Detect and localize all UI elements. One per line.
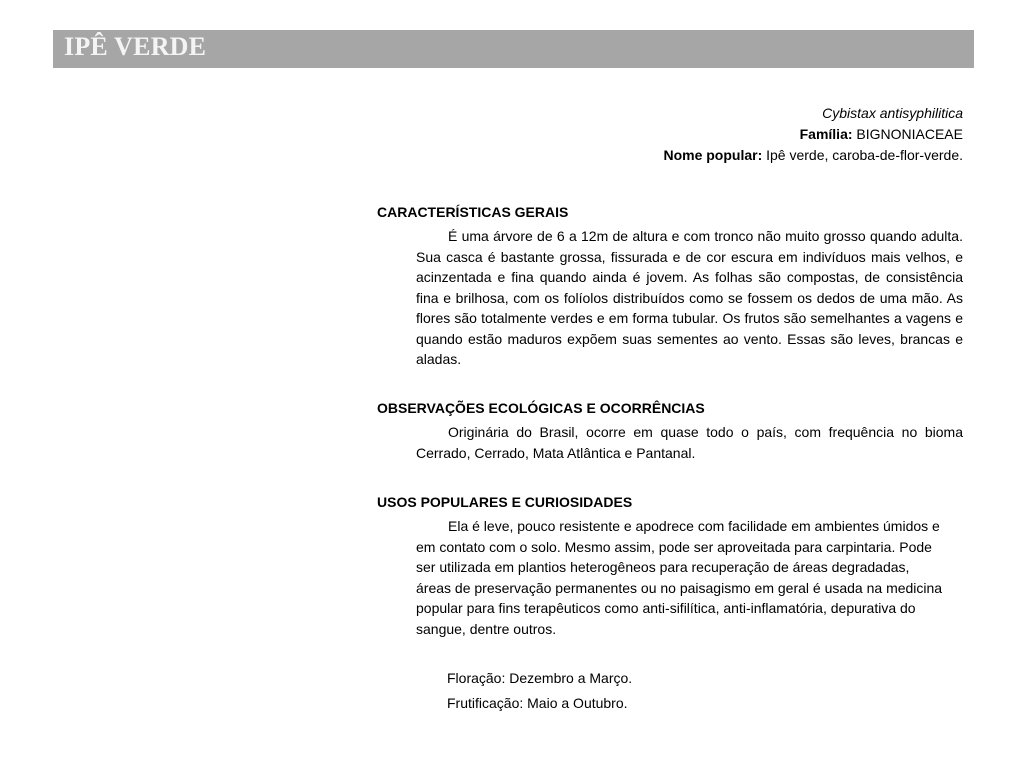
popular-name-value: Ipê verde, caroba-de-flor-verde. [766,147,963,163]
title-bar [53,30,974,68]
section-body-general: É uma árvore de 6 a 12m de altura e com tronco não muito grosso quando adulta. Sua casca é bastante grossa, fissurada e de cor escura em indivíduos mais velhos, e acinzentada e fina quando ainda é jovem. As folhas são compostas, de consistência fina e brilhosa, com os folíolos distribuídos como se fossem os dedos de uma mão. As flores são totalmente verdes e em forma tubular. Os frutos são semelhantes a vagens e quando estão maduros expõem suas sementes ao vento. Essas são leves, brancas e aladas. [416,228,963,367]
flowering-period: Floração: Dezembro a Março. [447,670,633,686]
section-heading-general: CARACTERÍSTICAS GERAIS [377,204,569,220]
scientific-name: Cybistax antisyphilitica [822,105,963,121]
family-label: Família: [799,126,853,142]
popular-name-line [403,145,963,166]
fruiting-period: Frutificação: Maio a Outubro. [447,695,628,711]
species-info [403,103,963,166]
page-title: IPÊ VERDE [64,32,207,61]
section-heading-uses: USOS POPULARES E CURIOSIDADES [377,494,633,510]
section-body-ecology: Originária do Brasil, ocorre em quase todo o país, com frequência no bioma Cerrado, Cerrado, Mata Atlântica e Pantanal. [416,424,963,461]
family-value: BIGNONIACEAE [856,126,963,142]
family-line [403,124,963,145]
section-heading-ecology: OBSERVAÇÕES ECOLÓGICAS E OCORRÊNCIAS [377,400,705,416]
section-body-uses: Ela é leve, pouco resistente e apodrece com facilidade em ambientes úmidos e em contato com o solo. Mesmo assim, pode ser aproveitada para carpintaria. Pode ser utilizada em plantios heterogêneos para recuperação de áreas degradadas, áreas de preservação permanentes ou no paisagismo em geral é usada na medicina popular para fins terapêuticos como anti-sifilítica, anti-inflamatória, depurativa do sangue, dentre outros. [416,518,943,637]
popular-name-label: Nome popular: [663,147,763,163]
